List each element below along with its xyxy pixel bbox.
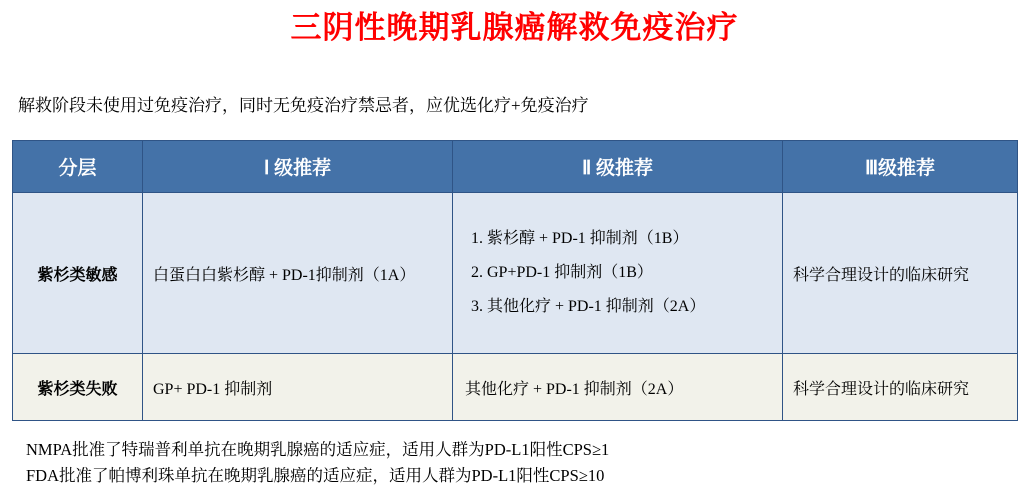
column-header-strat: 分层 bbox=[13, 141, 143, 193]
cell-level2 bbox=[453, 193, 783, 354]
column-header-level3: Ⅲ级推荐 bbox=[783, 141, 1018, 193]
footnote-line: FDA批准了帕博利珠单抗在晚期乳腺癌的适应症，适用人群为PD-L1阳性CPS≥10 bbox=[26, 466, 605, 485]
table-header-row bbox=[13, 141, 1018, 193]
table-row bbox=[13, 354, 1018, 421]
cell-level3: 科学合理设计的临床研究 bbox=[783, 354, 1018, 421]
cell-level3: 科学合理设计的临床研究 bbox=[783, 193, 1018, 354]
list-item: 3. 其他化疗 + PD-1 抑制剂（2A） bbox=[487, 297, 772, 317]
list-item: 2. GP+PD-1 抑制剂（1B） bbox=[487, 263, 772, 283]
recommendation-table bbox=[12, 140, 1018, 421]
footnotes bbox=[26, 437, 1029, 489]
table-row bbox=[13, 193, 1018, 354]
page-title: 三阴性晚期乳腺癌解救免疫治疗 bbox=[290, 10, 739, 45]
column-header-level1: Ⅰ 级推荐 bbox=[143, 141, 453, 193]
cell-strat: 紫杉类失败 bbox=[13, 354, 143, 421]
footnote-line: NMPA批准了特瑞普利单抗在晚期乳腺癌的适应症，适用人群为PD-L1阳性CPS≥1 bbox=[26, 440, 610, 459]
cell-level1: 白蛋白白紫杉醇 + PD-1抑制剂（1A） bbox=[143, 193, 453, 354]
cell-level1: GP+ PD-1 抑制剂 bbox=[143, 354, 453, 421]
list-item: 1. 紫杉醇 + PD-1 抑制剂（1B） bbox=[487, 229, 772, 249]
cell-strat: 紫杉类敏感 bbox=[13, 193, 143, 354]
slide bbox=[0, 8, 1029, 494]
lead-paragraph: 解救阶段未使用过免疫治疗，同时无免疫治疗禁忌者，应优选化疗+免疫治疗 bbox=[18, 96, 589, 115]
cell-level2: 其他化疗 + PD-1 抑制剂（2A） bbox=[453, 354, 783, 421]
column-header-level2: Ⅱ 级推荐 bbox=[453, 141, 783, 193]
